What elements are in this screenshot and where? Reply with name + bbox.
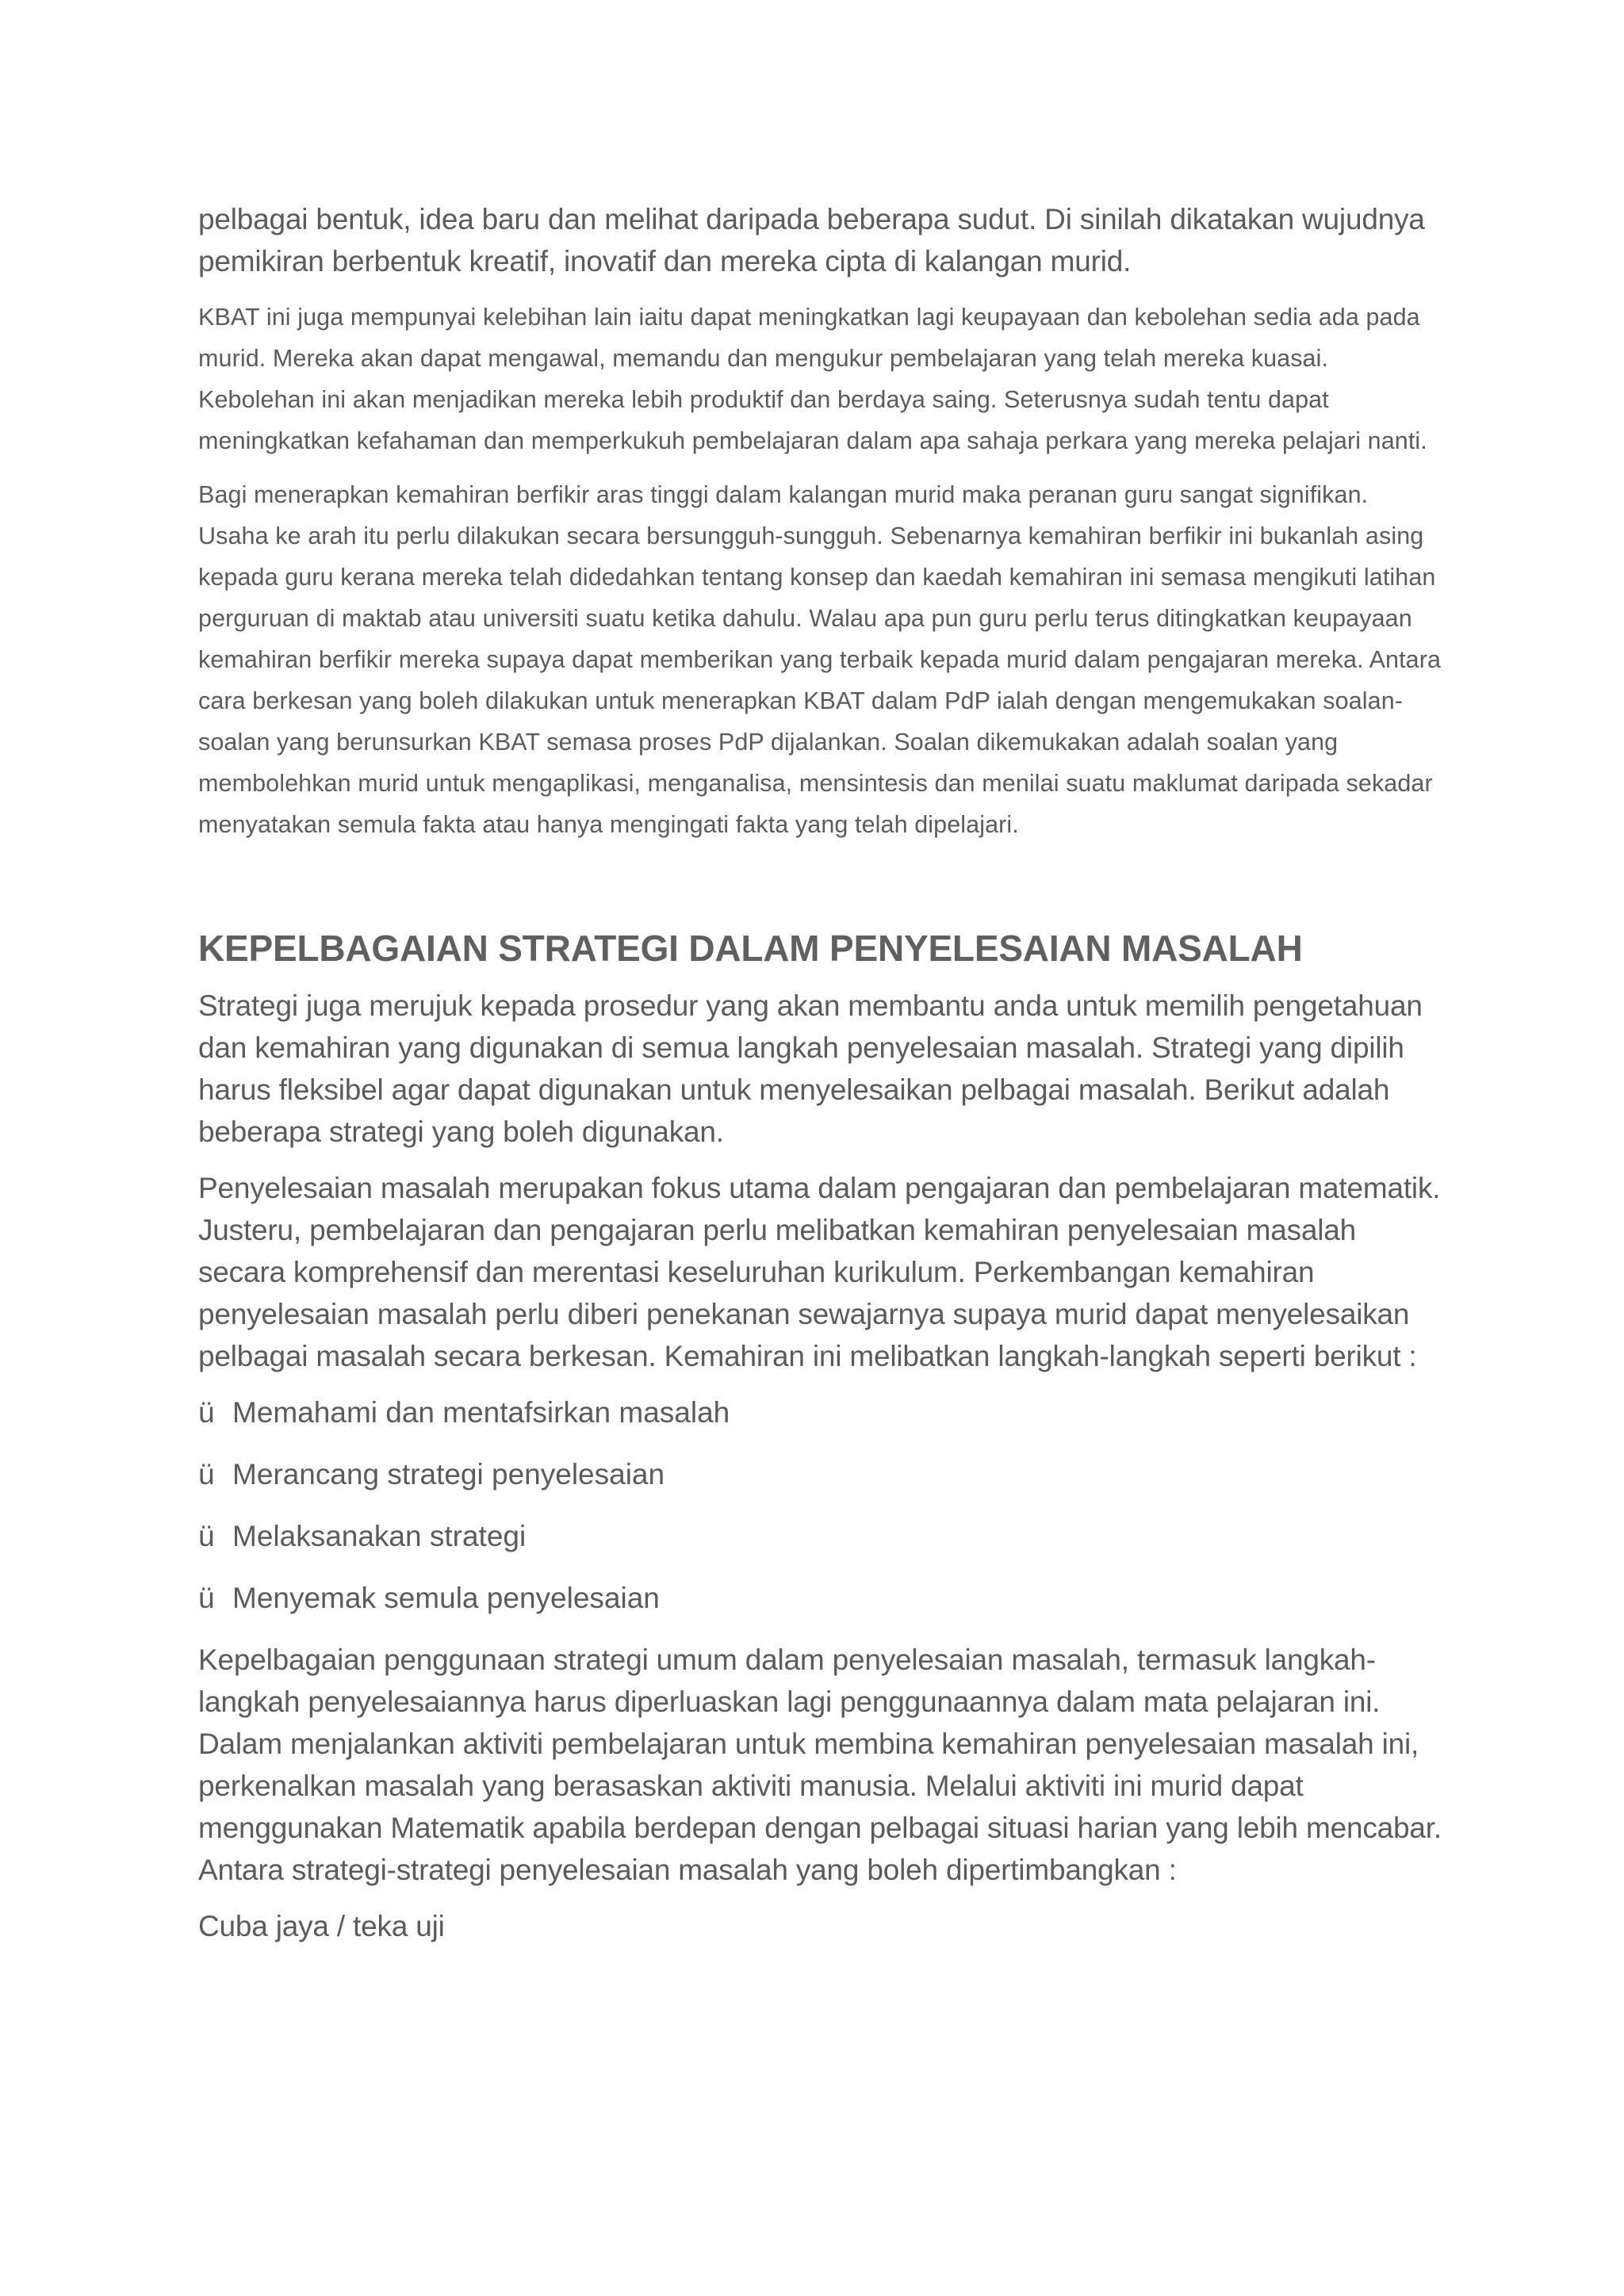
document-page: [198, 198, 1443, 1961]
problem-solving-paragraph: Penyelesaian masalah merupakan fokus utama dalam pengajaran dan pembelajaran matematik. Justeru, pembelajaran dan pengajaran perlu melibatkan kemahiran penyelesaian masalah secara komprehensif dan merentasi keseluruhan kurikulum. Perkembangan kemahiran penyelesaian masalah perlu diberi penekanan sewajarnya supaya murid dapat menyelesaikan pelbagai masalah secara berkesan. Kemahiran ini melibatkan langkah-langkah seperti berikut :: [198, 1172, 1441, 1372]
guru-paragraph: Bagi menerapkan kemahiran berfikir aras tinggi dalam kalangan murid maka peranan guru sangat signifikan. Usaha ke arah itu perlu dilakukan secara bersungguh-sungguh. Sebenarnya kemahiran berfikir ini bukanlah asing kepada guru kerana mereka telah didedahkan tentang konsep dan kaedah kemahiran ini semasa mengikuti latihan perguruan di maktab atau universiti suatu ketika dahulu. Walau apa pun guru perlu terus ditingkatkan keupayaan kemahiran berfikir mereka supaya dapat memberikan yang terbaik kepada murid dalam pengajaran mereka. Antara cara berkesan yang boleh dilakukan untuk menerapkan KBAT dalam PdP ialah dengan mengemukakan soalan-soalan yang berunsurkan KBAT semasa proses PdP dijalankan. Soalan dikemukakan adalah soalan yang membolehkan murid untuk mengaplikasi, menganalisa, mensintesis dan menilai suatu maklumat daripada sekadar menyatakan semula fakta atau hanya mengingati fakta yang telah dipelajari.: [198, 481, 1442, 838]
intro-paragraph: pelbagai bentuk, idea baru dan melihat daripada beberapa sudut. Di sinilah dikatakan wujudnya pemikiran berbentuk kreatif, inovatif dan mereka cipta di kalangan murid.: [198, 203, 1425, 277]
checkmark-bullet: ü: [198, 1458, 215, 1490]
step-text: Merancang strategi penyelesaian: [232, 1458, 665, 1490]
strategy-paragraph: Strategi juga merujuk kepada prosedur yang akan membantu anda untuk memilih pengetahuan dan kemahiran yang digunakan di semua langkah penyelesaian masalah. Strategi yang dipilih harus fleksibel agar dapat digunakan untuk menyelesaikan pelbagai masalah. Berikut adalah beberapa strategi yang boleh digunakan.: [198, 989, 1423, 1148]
checkmark-bullet: ü: [198, 1396, 215, 1429]
variety-paragraph: Kepelbagaian penggunaan strategi umum dalam penyelesaian masalah, termasuk langkah-langkah penyelesaiannya harus diperluaskan lagi penggunaannya dalam mata pelajaran ini. Dalam menjalankan aktiviti pembelajaran untuk membina kemahiran penyelesaian masalah ini, perkenalkan masalah yang berasaskan aktiviti manusia. Melalui aktiviti ini murid dapat menggunakan Matematik apabila berdepan dengan pelbagai situasi harian yang lebih mencabar. Antara strategi-strategi penyelesaian masalah yang boleh dipertimbangkan :: [198, 1644, 1442, 1886]
list-item: [198, 1515, 1443, 1557]
kbat-paragraph: KBAT ini juga mempunyai kelebihan lain iaitu dapat meningkatkan lagi keupayaan dan kebolehan sedia ada pada murid. Mereka akan dapat mengawal, memandu dan mengukur pembelajaran yang telah mereka kuasai. Kebolehan ini akan menjadikan mereka lebih produktif dan berdaya saing. Seterusnya sudah tentu dapat meningkatkan kefahaman dan memperkukuh pembelajaran dalam apa sahaja perkara yang mereka pelajari nanti.: [198, 304, 1427, 454]
step-text: Melaksanakan strategi: [232, 1520, 527, 1552]
step-text: Menyemak semula penyelesaian: [232, 1582, 660, 1614]
checkmark-bullet: ü: [198, 1520, 215, 1552]
steps-list: [198, 1391, 1443, 1619]
list-item: [198, 1577, 1443, 1619]
list-item: [198, 1453, 1443, 1495]
step-text: Memahami dan mentafsirkan masalah: [232, 1396, 730, 1429]
list-item: [198, 1391, 1443, 1433]
section-heading: KEPELBAGAIAN STRATEGI DALAM PENYELESAIAN MASALAH: [198, 928, 1303, 969]
final-line: Cuba jaya / teka uji: [198, 1910, 445, 1942]
checkmark-bullet: ü: [198, 1582, 215, 1614]
